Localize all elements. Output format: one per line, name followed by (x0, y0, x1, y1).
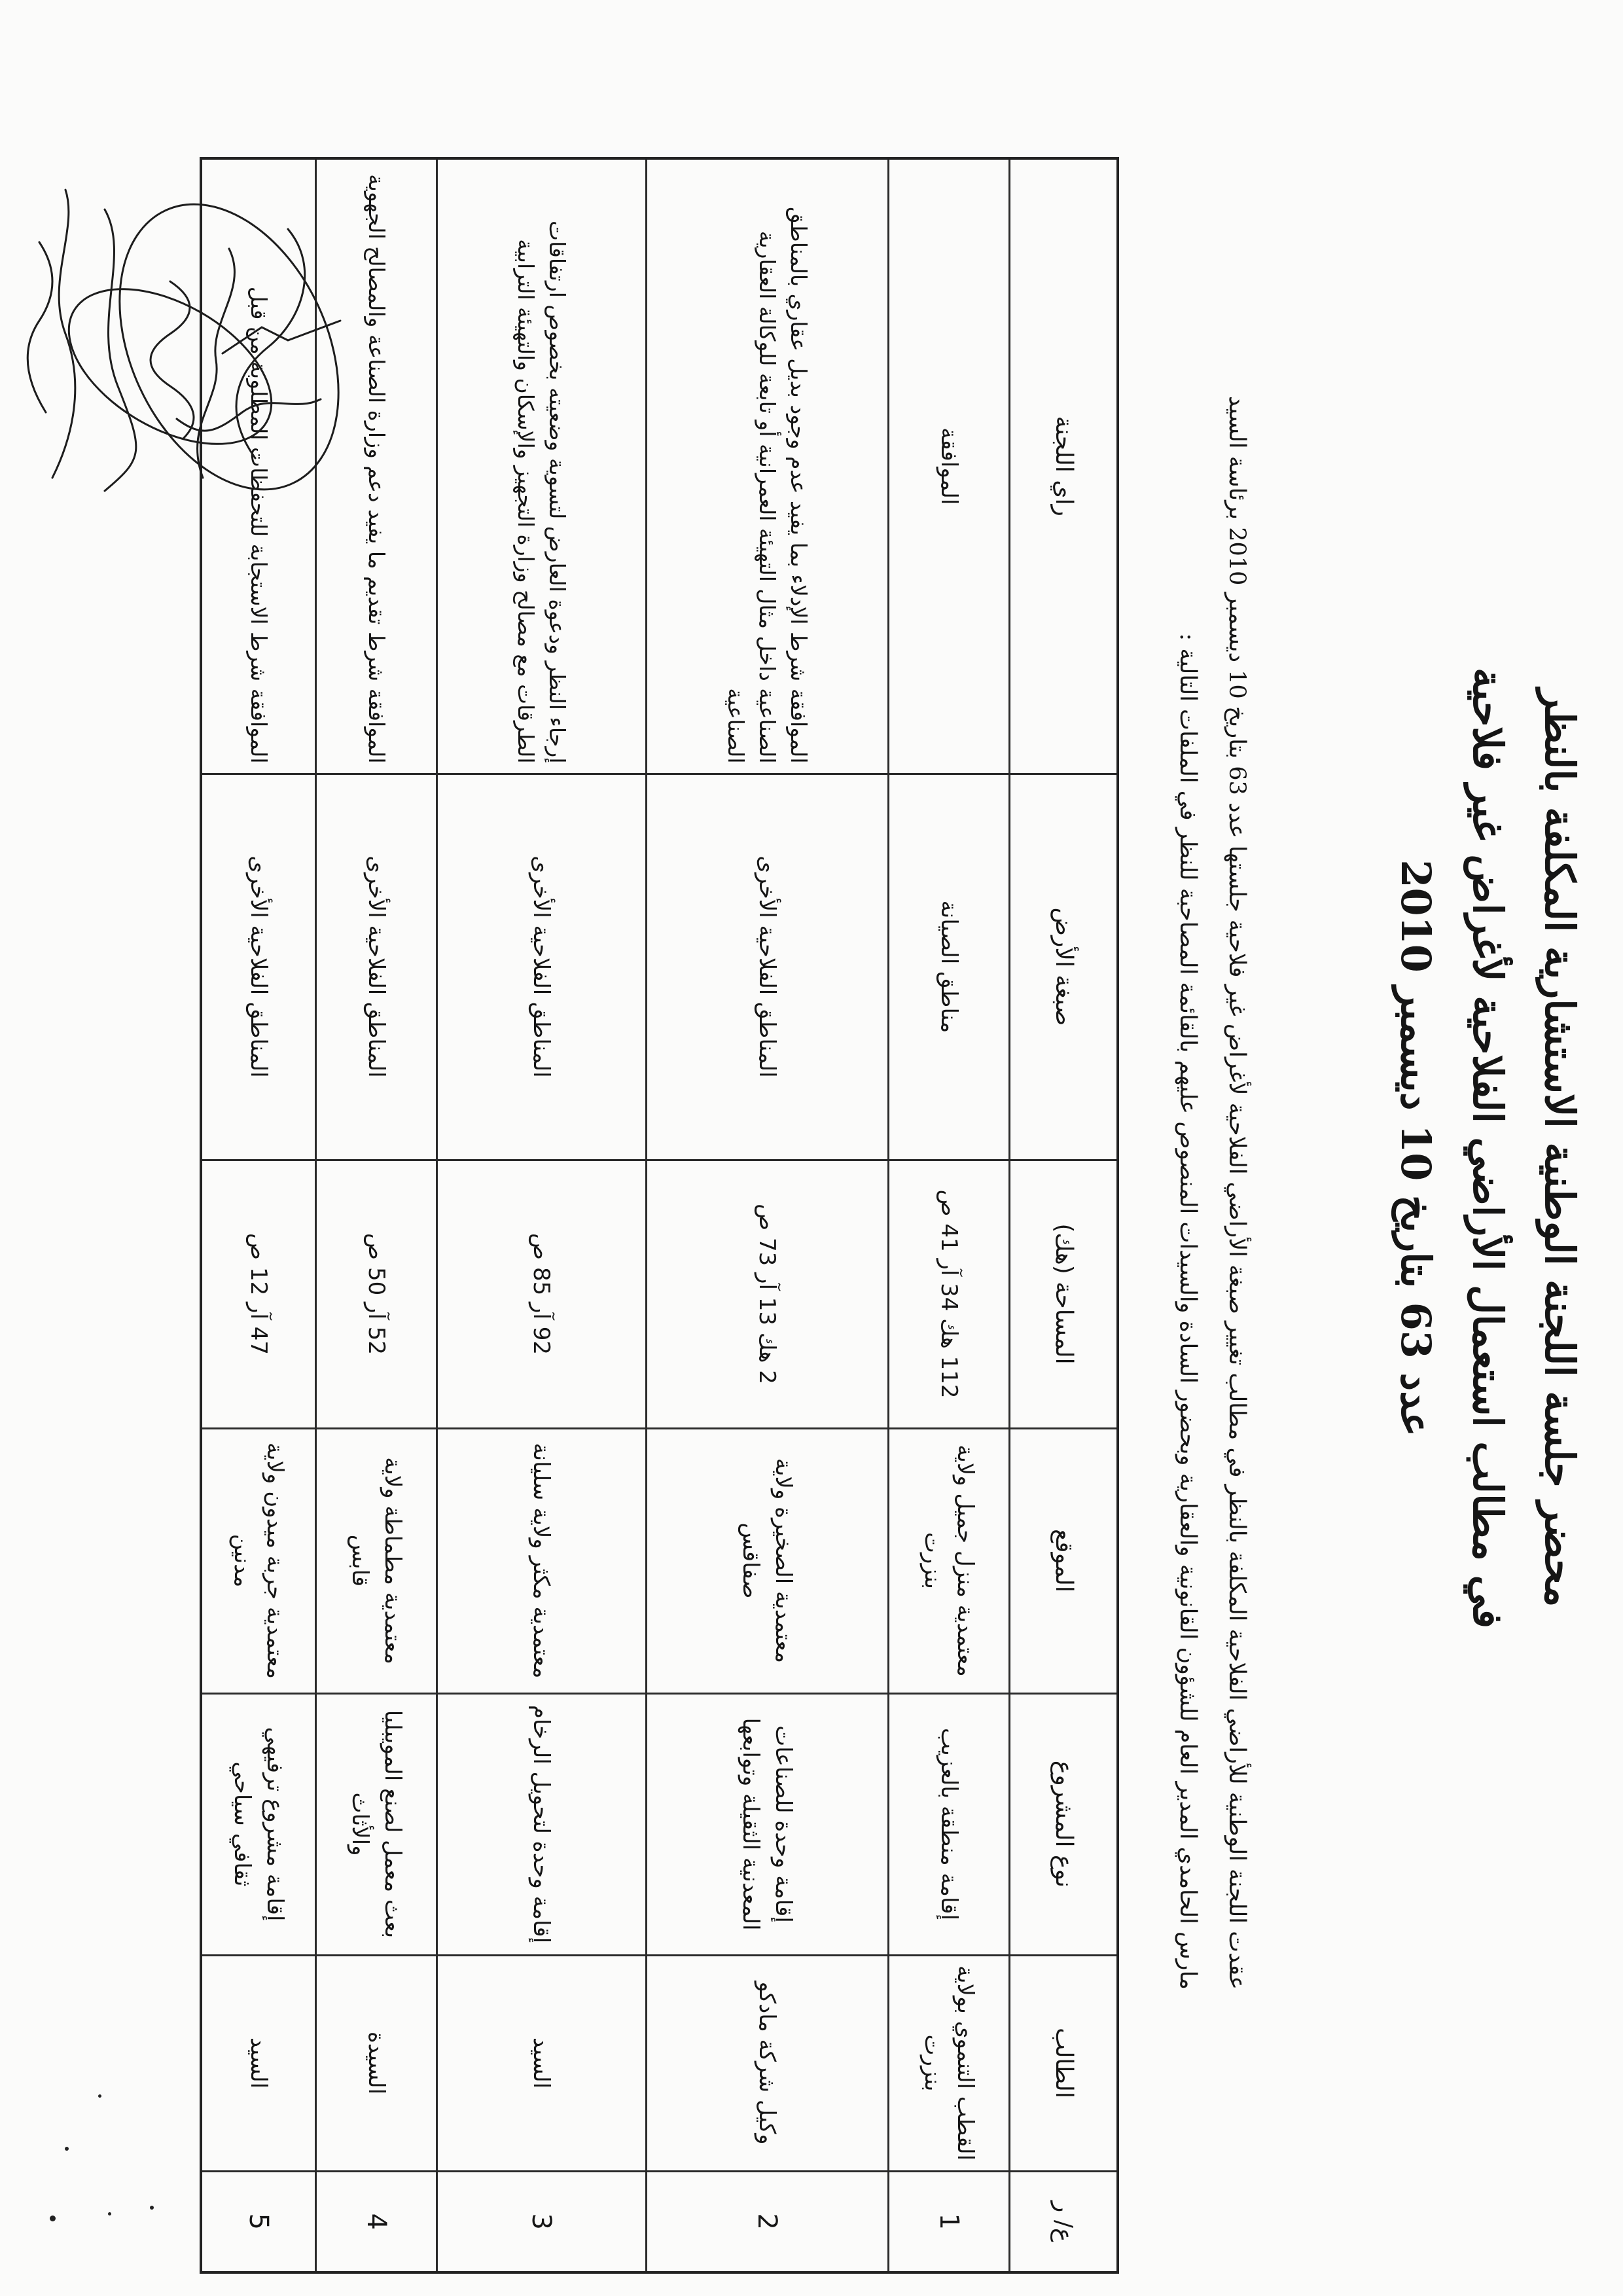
cell-opinion: الموافقة شرط الإدلاء بما يفيد عدم وجود بديل عقاري بالمناطق الصناعية داخل مثال التهيئة العمرانية أو تابعة للوكالة العقارية الصناعية (647, 158, 889, 774)
scan-speck (108, 2212, 111, 2215)
cell-project: إقامة وحدة للصناعات المعدنية الثقيلة وتوابعها (647, 1693, 889, 1955)
cell-project: إقامة وحدة لتحويل الرخام (437, 1693, 647, 1955)
table-header-row (1010, 158, 1118, 2272)
cell-applicant: القطب التنموي بولاية بنزرت (889, 1955, 1010, 2171)
table-row (889, 158, 1010, 2272)
cell-applicant: وكيل شركة مادكو (647, 1955, 889, 2171)
table-row (647, 158, 889, 2272)
header-opinion: راي اللجنة (1010, 158, 1118, 774)
cell-applicant: السيد (202, 1955, 316, 2171)
cell-location: معتمدية مطماطة ولاية قابس (316, 1428, 437, 1693)
title-line-1: محضر جلسة اللجنة الوطنية الاستشارية المكلفة بالنظر (1536, 689, 1584, 1607)
cell-land-type: المناطق الفلاحية الأخرى (202, 774, 316, 1160)
cell-opinion: الموافقة شرط تقديم ما يفيد دعم وزارة الصناعة والمصالح الجهوية (316, 158, 437, 774)
cell-project: بعث معمل لصنع المويبليا والأثاث (316, 1693, 437, 1955)
cell-location: معتمدية منزل جميل ولاية بنزرت (889, 1428, 1010, 1693)
intro-line-2: مارس الحامدي المدير العام للشؤون القانونية والعقارية وبحضور السادة والسيدات المنصوص عليهم بالقائمة المصاحبة للنظر في الملفات التالية : (1175, 633, 1201, 1990)
cell-area: 92 آر 85 ص (437, 1160, 647, 1428)
header-project: نوع المشروع (1010, 1693, 1118, 1955)
scan-speck (65, 2147, 69, 2151)
cell-location: معتمدية الصخيرة ولاية صفاقس (647, 1428, 889, 1693)
title-line-3: عدد 63 بتاريخ 10 ديسمبر 2010 (1392, 859, 1440, 1437)
cell-land-type: المناطق الفلاحية الأخرى (316, 774, 437, 1160)
cell-area: 112 هك 34 آر 41 ص (889, 1160, 1010, 1428)
table-row (437, 158, 647, 2272)
cell-land-type: المناطق الفلاحية الأخرى (437, 774, 647, 1160)
header-location: الموقع (1010, 1428, 1118, 1693)
cell-land-type: المناطق الفلاحية الأخرى (647, 774, 889, 1160)
cell-num: 2 (647, 2171, 889, 2272)
cell-applicant: السيدة (316, 1955, 437, 2171)
cell-location: معتمدية مكثر ولاية سليانة (437, 1428, 647, 1693)
scan-speck (150, 2206, 154, 2210)
cell-applicant: السيد (437, 1955, 647, 2171)
header-num: ع/ ر (1010, 2171, 1118, 2272)
intro-line-1: عقدت اللجنة الوطنية للأراضي الفلاحية المكلفة بالنظر في مطالب تغيير صبغة الأراضي الفلاحية لأغراض غير فلاحية جلستها عدد 63 بتاريخ 10 ديسمبر 2010 برئاسة السيد (1224, 395, 1250, 1990)
cell-opinion: الموافقة شرط الاستجابة للتحفظات المطلوبة من قبل (202, 158, 316, 774)
cell-num: 5 (202, 2171, 316, 2272)
cell-opinion: الموافقة (889, 158, 1010, 774)
cell-area: 47 آر 12 ص (202, 1160, 316, 1428)
cell-project: إقامة منطقة بالعزيب (889, 1693, 1010, 1955)
header-applicant: الطالب (1010, 1955, 1118, 2171)
cell-area: 52 آر 50 ص (316, 1160, 437, 1428)
header-land-type: صبغة الأرض (1010, 774, 1118, 1160)
title-line-2: في مطالب استعمال الأراضي الفلاحية لأغراض غير فلاحية (1464, 668, 1512, 1628)
cell-num: 3 (437, 2171, 647, 2272)
header-area: المساحة (هك) (1010, 1160, 1118, 1428)
cell-area: 2 هك 13 آر 73 ص (647, 1160, 889, 1428)
scan-speck (98, 2094, 101, 2098)
cell-num: 1 (889, 2171, 1010, 2272)
cell-land-type: مناطق الصيانة (889, 774, 1010, 1160)
handwritten-signatures (13, 151, 380, 517)
scan-speck (50, 2215, 56, 2221)
cell-location: معتمدية جربة ميدون ولاية مدنين (202, 1428, 316, 1693)
cell-opinion: إرجاء النظر ودعوة العارض لتسوية وضعيته بخصوص ارتفاقات الطرقات مع مصالح وزارة التجهيز والإسكان والتهيئة الترابية (437, 158, 647, 774)
cell-num: 4 (316, 2171, 437, 2272)
cell-project: إقامة مشروع ترفيهي ثقافي سياحي (202, 1693, 316, 1955)
